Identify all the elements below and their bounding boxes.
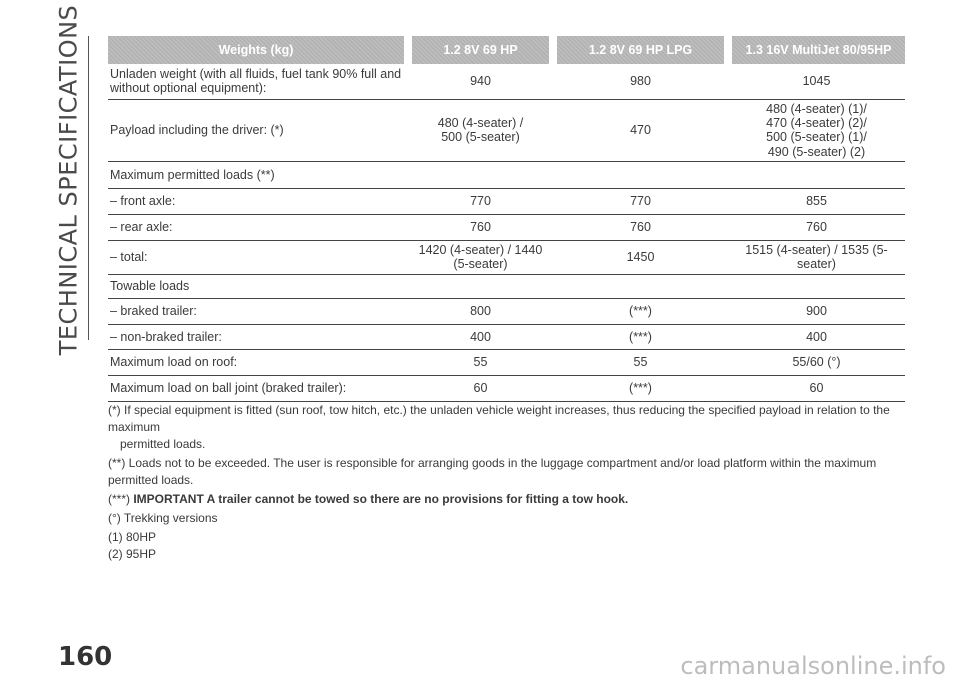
cell-value: 480 (4-seater) (1)/ 470 (4-seater) (2)/ 500 (5-seater) (1)/ 490 (5-seater) (2): [728, 99, 905, 161]
section-title-text: TECHNICAL SPECIFICATIONS: [54, 4, 82, 356]
cell-value: 55/60 (°): [728, 349, 905, 375]
table-row: [108, 240, 905, 274]
row-label: Maximum load on roof:: [108, 349, 408, 375]
row-label: – total:: [108, 240, 408, 274]
table-row: [108, 298, 905, 324]
footnote-payload: (*) If special equipment is fitted (sun roof, tow hitch, etc.) the unladen vehicle weight increases, thus reducing the specified payload in relation to the maximum permitted loads.: [108, 403, 890, 452]
table-row: [108, 274, 905, 298]
cell-value: 55: [553, 349, 728, 375]
cell-value: (***): [553, 324, 728, 349]
table-row: [108, 99, 905, 161]
row-label: Maximum load on ball joint (braked trailer):: [108, 375, 408, 401]
footnote-80hp: (1) 80HP: [108, 530, 157, 545]
cell-value: [408, 274, 553, 298]
row-label: Payload including the driver: (*): [108, 99, 408, 161]
cell-value: [728, 161, 905, 188]
table-row: [108, 349, 905, 375]
footnote-trekking: (°) Trekking versions: [108, 511, 218, 526]
footnote-95hp: (2) 95HP: [108, 547, 157, 562]
footnote-tow-hook: (***) IMPORTANT A trailer cannot be towed so there are no provisions for fitting a tow hook.: [108, 492, 629, 507]
cell-value: 800: [408, 298, 553, 324]
cell-value: 1045: [728, 64, 905, 99]
row-label: Towable loads: [108, 274, 408, 298]
footnote-max-loads: (**) Loads not to be exceeded. The user is responsible for arranging goods in the luggage compartment and/or load platform within the maximum permitted loads.: [108, 456, 877, 488]
cell-value: 760: [728, 214, 905, 240]
cell-value: (***): [553, 375, 728, 401]
page-number: 160: [58, 642, 113, 672]
cell-value: 60: [408, 375, 553, 401]
row-label: – front axle:: [108, 188, 408, 214]
table-row: [108, 161, 905, 188]
header-engine-3: 1.3 16V MultiJet 80/95HP: [728, 36, 905, 64]
section-divider: [88, 36, 89, 340]
row-label: Maximum permitted loads (**): [108, 161, 408, 188]
table-row: [108, 64, 905, 99]
footnotes: [108, 402, 908, 565]
cell-value: [553, 274, 728, 298]
cell-value: [408, 161, 553, 188]
cell-value: 770: [408, 188, 553, 214]
cell-value: 900: [728, 298, 905, 324]
cell-value: 1450: [553, 240, 728, 274]
table-header-row: [108, 36, 905, 64]
cell-value: (***): [553, 298, 728, 324]
row-label: – braked trailer:: [108, 298, 408, 324]
header-weights: Weights (kg): [108, 36, 408, 64]
cell-value: 480 (4-seater) / 500 (5-seater): [408, 99, 553, 161]
cell-value: 770: [553, 188, 728, 214]
cell-value: 1515 (4-seater) / 1535 (5-seater): [728, 240, 905, 274]
cell-value: 760: [553, 214, 728, 240]
cell-value: [553, 161, 728, 188]
cell-value: 855: [728, 188, 905, 214]
cell-value: 760: [408, 214, 553, 240]
table-row: [108, 214, 905, 240]
cell-value: 470: [553, 99, 728, 161]
header-engine-1: 1.2 8V 69 HP: [408, 36, 553, 64]
row-label: Unladen weight (with all fluids, fuel tank 90% full and without optional equipment):: [108, 64, 408, 99]
weights-table: [108, 36, 905, 402]
table-row: [108, 324, 905, 349]
cell-value: 60: [728, 375, 905, 401]
row-label: – rear axle:: [108, 214, 408, 240]
table-row: [108, 188, 905, 214]
cell-value: 400: [728, 324, 905, 349]
watermark: carmanualsonline.info: [680, 652, 946, 680]
row-label: – non-braked trailer:: [108, 324, 408, 349]
section-title: [50, 4, 86, 356]
cell-value: 980: [553, 64, 728, 99]
cell-value: 55: [408, 349, 553, 375]
header-engine-2: 1.2 8V 69 HP LPG: [553, 36, 728, 64]
table-row: [108, 375, 905, 401]
cell-value: 1420 (4-seater) / 1440 (5-seater): [408, 240, 553, 274]
cell-value: [728, 274, 905, 298]
cell-value: 400: [408, 324, 553, 349]
cell-value: 940: [408, 64, 553, 99]
